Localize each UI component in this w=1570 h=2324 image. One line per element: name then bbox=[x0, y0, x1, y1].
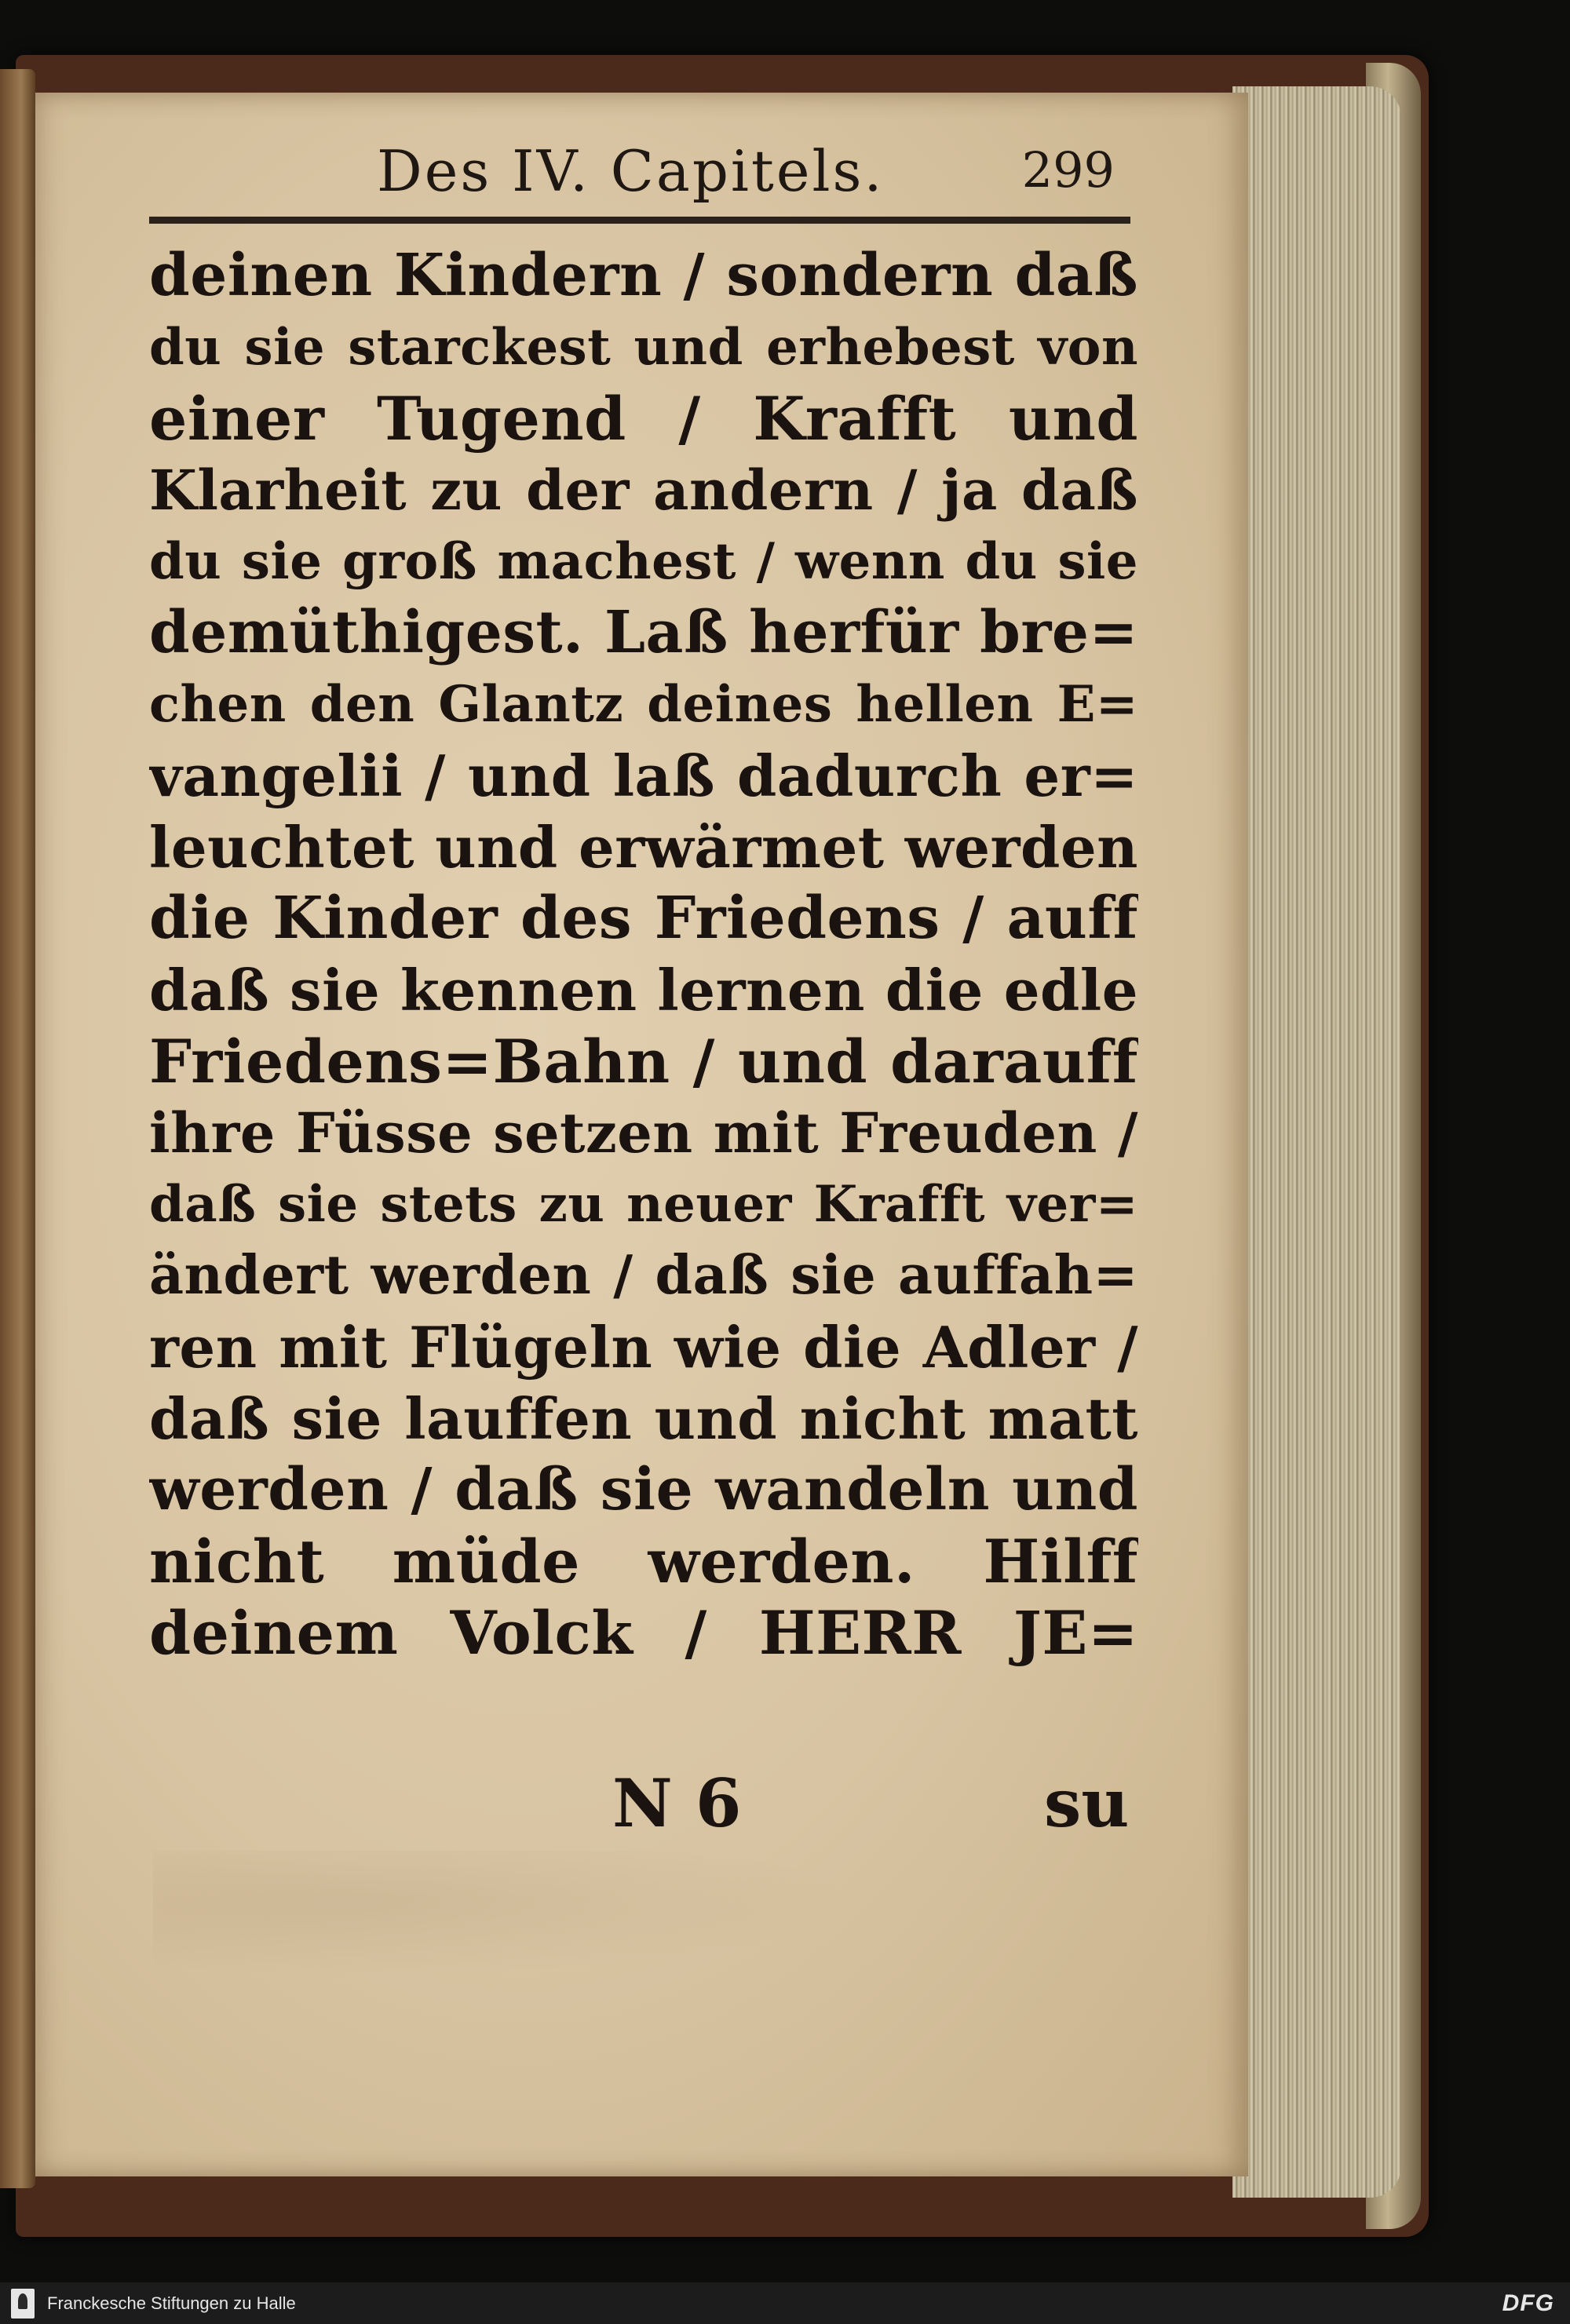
text-line: chen den Glantz deines hellen E= bbox=[149, 675, 1138, 734]
text-line: Klarheit zu der andern / ja daß bbox=[149, 458, 1138, 523]
text-line: du sie groß machest / wenn du sie bbox=[149, 532, 1138, 591]
provider-logo-icon bbox=[11, 2289, 35, 2319]
text-line: ren mit Flügeln wie die Adler / bbox=[149, 1314, 1138, 1381]
text-line: ändert werden / daß sie auffah= bbox=[149, 1244, 1138, 1307]
text-line: demüthigest. Laß herfür bre= bbox=[149, 599, 1138, 666]
page-header bbox=[149, 124, 1123, 218]
text-line: vangelii / und laß dadurch er= bbox=[149, 742, 1138, 809]
signature-mark: N 6 bbox=[612, 1764, 742, 1842]
body-text bbox=[149, 240, 1138, 1669]
page-stack bbox=[1232, 86, 1401, 2198]
header-rule bbox=[149, 217, 1130, 224]
text-line: daß sie stets zu neuer Krafft ver= bbox=[149, 1175, 1138, 1234]
text-line: du sie starckest und erhebest von bbox=[149, 318, 1138, 377]
text-line: leuchtet und erwärmet werden bbox=[149, 814, 1138, 881]
text-line: einer Tugend / Krafft und bbox=[149, 384, 1138, 454]
catchword: su bbox=[1044, 1764, 1130, 1842]
text-line: die Kinder des Friedens / auff bbox=[149, 885, 1138, 952]
footer-bar bbox=[0, 2282, 1570, 2324]
text-line: nicht müde werden. Hilff bbox=[149, 1527, 1138, 1596]
dfg-logo[interactable]: DFG bbox=[1502, 2290, 1554, 2316]
running-head: Des IV. Capitels. bbox=[377, 138, 885, 204]
provider-name[interactable]: Franckesche Stiftungen zu Halle bbox=[47, 2293, 296, 2313]
text-line: deinen Kindern / sondern daß bbox=[149, 242, 1138, 309]
text-line: ihre Füsse setzen mit Freuden / bbox=[149, 1100, 1138, 1166]
show-through bbox=[153, 1851, 860, 1976]
text-line: daß sie lauffen und nicht matt bbox=[149, 1385, 1138, 1452]
text-line: werden / daß sie wandeln und bbox=[149, 1456, 1138, 1523]
page-number: 299 bbox=[1021, 141, 1115, 199]
book-page bbox=[35, 93, 1248, 2176]
left-page-edge bbox=[0, 69, 35, 2188]
text-line: Friedens=Bahn / und darauff bbox=[149, 1027, 1138, 1096]
text-line: deinem Volck / HERR JE= bbox=[149, 1598, 1138, 1668]
text-line: daß sie kennen lernen die edle bbox=[149, 957, 1138, 1023]
